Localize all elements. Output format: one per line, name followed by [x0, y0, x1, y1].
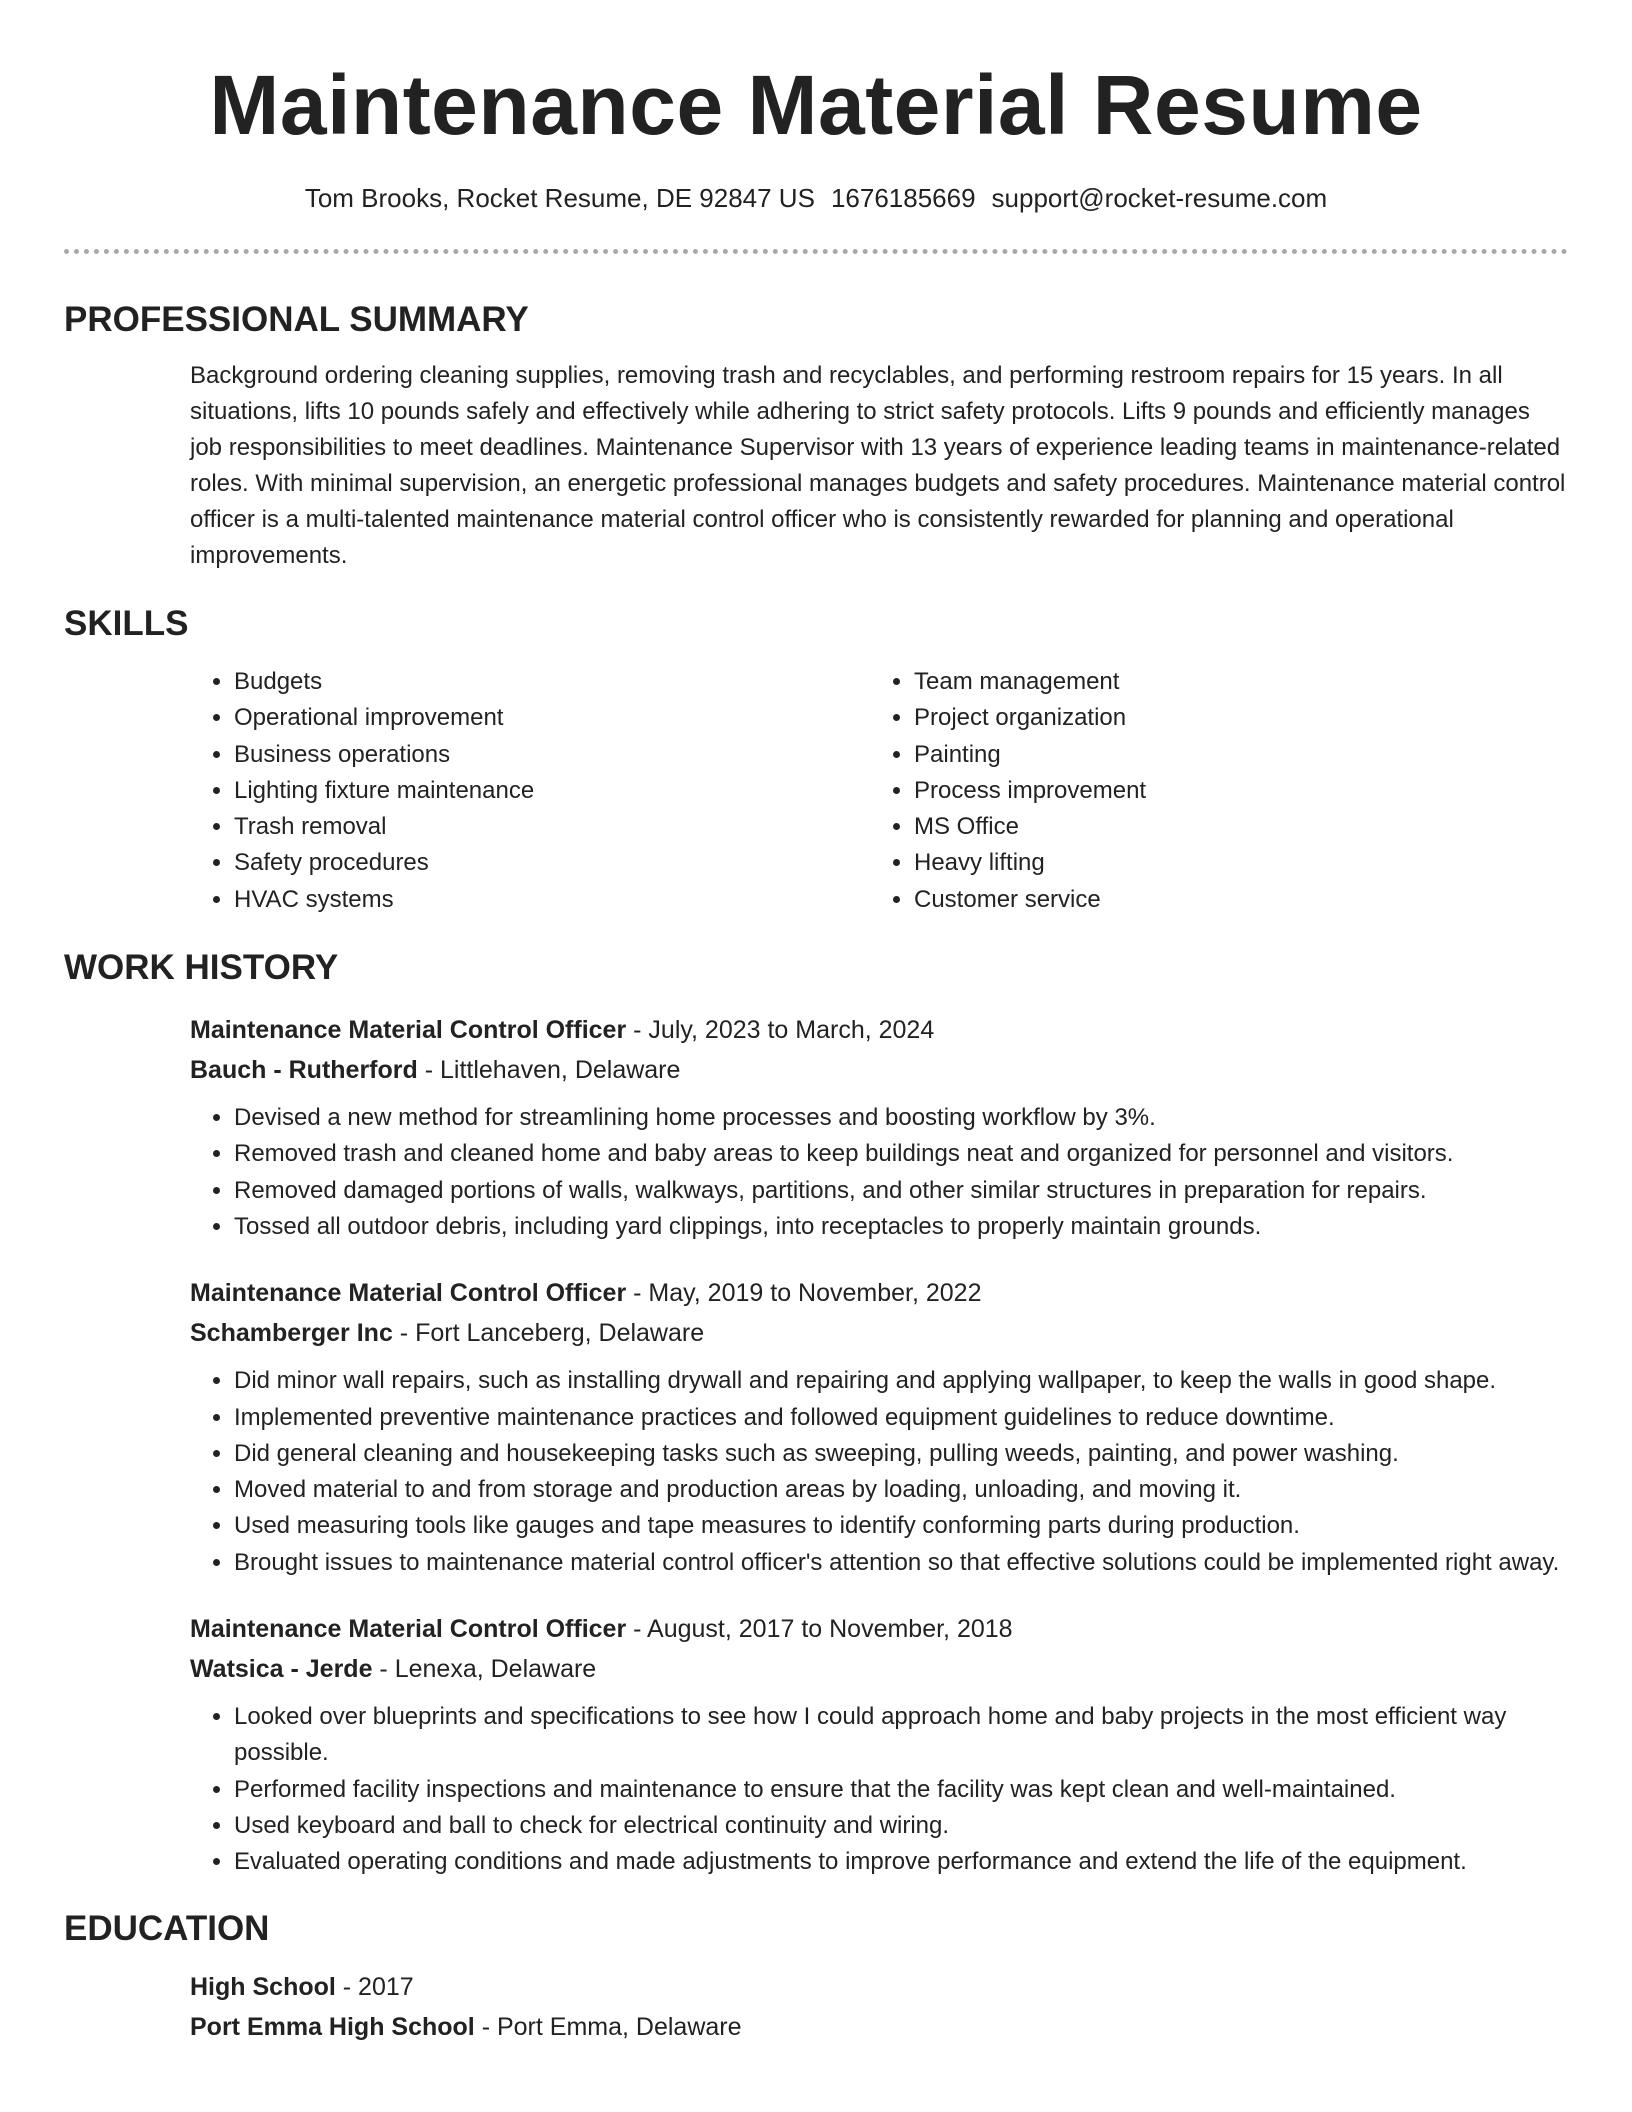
education-heading: EDUCATION — [64, 1908, 270, 1948]
job-company-line — [190, 1313, 1568, 1353]
education-degree: High School — [190, 1972, 336, 2001]
job-title: Maintenance Material Control Officer — [190, 1279, 627, 1308]
job-bullet: • Evaluated operating conditions and made adjustments to improve performance and extend the life of the equipment. — [234, 1844, 1568, 1880]
job-location: - Fort Lanceberg, Delaware — [392, 1319, 705, 1348]
job-dates: - July, 2023 to March, 2024 — [626, 1016, 935, 1045]
job-bullets — [190, 1363, 1568, 1581]
skill-item: • Team management — [914, 664, 1554, 700]
job-bullet: • Implemented preventive maintenance practices and followed equipment guidelines to reduce downtime. — [234, 1400, 1568, 1436]
job-entry — [190, 1010, 1568, 1245]
job-bullet: • Used keyboard and ball to check for electrical continuity and wiring. — [234, 1808, 1568, 1844]
job-location: - Littlehaven, Delaware — [417, 1056, 681, 1085]
contact-name-address: Tom Brooks, Rocket Resume, DE 92847 US — [304, 183, 815, 213]
job-title: Maintenance Material Control Officer — [190, 1016, 627, 1045]
job-title: Maintenance Material Control Officer — [190, 1615, 627, 1644]
skill-item: • MS Office — [914, 809, 1554, 845]
job-bullet: • Performed facility inspections and maintenance to ensure that the facility was kept clean and well-maintained. — [234, 1772, 1568, 1808]
job-bullet: • Removed trash and cleaned home and baby areas to keep buildings neat and organized for personnel and visitors. — [234, 1136, 1568, 1172]
job-company: Schamberger Inc — [190, 1319, 393, 1348]
skills-list — [190, 664, 1568, 918]
summary-text: Background ordering cleaning supplies, removing trash and recyclables, and performing restroom repairs for 15 years. In all situations, lifts 10 pounds safely and effectively while adhering to strict safety protocols. Lifts 9 pounds and efficiently manages job responsibilities to meet deadlines. Maintenance Supervisor with 13 years of experience leading teams in maintenance-related roles. With minimal supervision, an energetic professional manages budgets and safety procedures. Maintenance material control officer is a multi-talented maintenance material control officer who is consistently rewarded for planning and operational improvements. — [190, 362, 1566, 569]
skills-column-right — [870, 664, 1554, 918]
job-bullet: • Devised a new method for streamlining home processes and boosting workflow by 3%. — [234, 1100, 1568, 1136]
skills-heading: SKILLS — [64, 604, 189, 643]
skill-item: • Safety procedures — [234, 845, 870, 881]
job-company: Watsica - Jerde — [190, 1655, 373, 1684]
skill-item: • Budgets — [234, 664, 870, 700]
job-bullet: • Looked over blueprints and specifications to see how I could approach home and baby projects in the most efficient way possible. — [234, 1699, 1568, 1772]
job-location: - Lenexa, Delaware — [372, 1655, 597, 1684]
skills-column-left — [190, 664, 870, 918]
skill-item: • Lighting fixture maintenance — [234, 773, 870, 809]
job-entry — [190, 1273, 1568, 1581]
work-history-heading: WORK HISTORY — [64, 948, 339, 988]
summary-heading: PROFESSIONAL SUMMARY — [64, 300, 529, 339]
job-dates: - May, 2019 to November, 2022 — [626, 1279, 982, 1308]
skill-item: • Heavy lifting — [914, 845, 1554, 881]
job-bullet: • Did minor wall repairs, such as installing drywall and repairing and applying wallpaper, to keep the walls in good shape. — [234, 1363, 1568, 1399]
skill-item: • Operational improvement — [234, 700, 870, 736]
education-location: - Port Emma, Delaware — [474, 2012, 742, 2041]
skill-item: • Customer service — [914, 882, 1554, 918]
skill-item: • HVAC systems — [234, 882, 870, 918]
education-entry — [190, 1967, 1568, 2047]
job-bullet: • Did general cleaning and housekeeping tasks such as sweeping, pulling weeds, painting, and power washing. — [234, 1436, 1568, 1472]
job-title-line — [190, 1609, 1568, 1649]
education-year: - 2017 — [335, 1972, 414, 2001]
job-bullet: • Tossed all outdoor debris, including yard clippings, into receptacles to properly maintain grounds. — [234, 1209, 1568, 1245]
resume-page — [64, 0, 1568, 2047]
job-company-line — [190, 1649, 1568, 1689]
skill-item: • Trash removal — [234, 809, 870, 845]
skill-item: • Business operations — [234, 737, 870, 773]
education-school-line — [190, 2007, 1568, 2047]
job-dates: - August, 2017 to November, 2018 — [626, 1615, 1013, 1644]
job-bullet: • Used measuring tools like gauges and tape measures to identify conforming parts during production. — [234, 1508, 1568, 1544]
job-title-line — [190, 1010, 1568, 1050]
skill-item: • Project organization — [914, 700, 1554, 736]
header-divider — [64, 249, 1568, 254]
job-entry — [190, 1609, 1568, 1880]
resume-title: Maintenance Material Resume — [209, 58, 1423, 152]
job-company-line — [190, 1050, 1568, 1090]
job-bullet: • Brought issues to maintenance material control officer's attention so that effective solutions could be implemented right away. — [234, 1545, 1568, 1581]
job-bullet: • Moved material to and from storage and production areas by loading, unloading, and moving it. — [234, 1472, 1568, 1508]
job-company: Bauch - Rutherford — [190, 1056, 418, 1085]
contact-email: support@rocket-resume.com — [991, 183, 1328, 213]
job-bullets — [190, 1100, 1568, 1245]
education-degree-line — [190, 1967, 1568, 2007]
job-bullets — [190, 1699, 1568, 1880]
job-bullet: • Removed damaged portions of walls, walkways, partitions, and other similar structures in preparation for repairs. — [234, 1173, 1568, 1209]
job-title-line — [190, 1273, 1568, 1313]
education-school: Port Emma High School — [190, 2012, 475, 2041]
skill-item: • Painting — [914, 737, 1554, 773]
skill-item: • Process improvement — [914, 773, 1554, 809]
contact-phone: 1676185669 — [830, 183, 976, 213]
contact-line — [64, 180, 1568, 216]
